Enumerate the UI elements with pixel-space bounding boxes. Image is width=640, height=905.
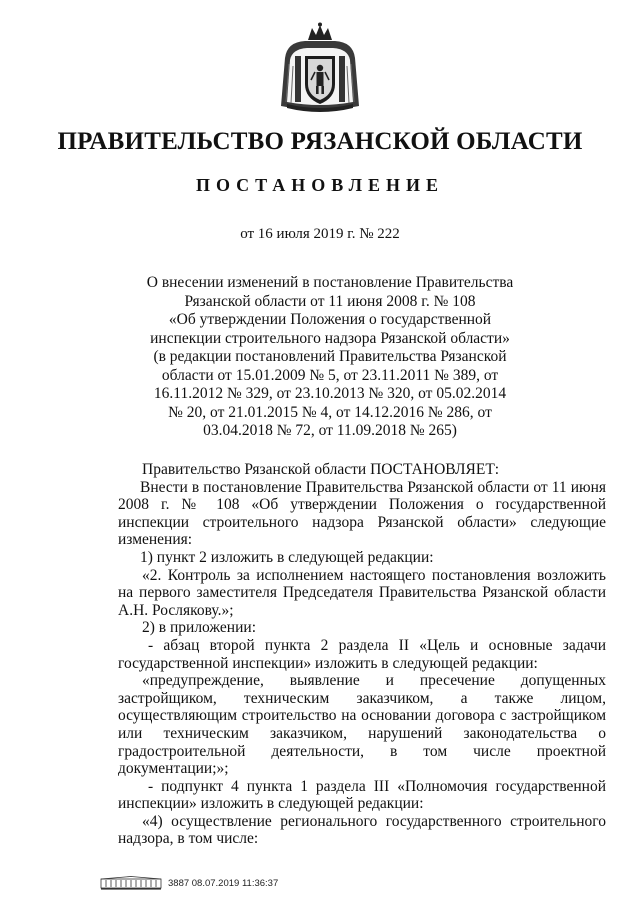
subject-line: инспекции строительного надзора Рязанской области»	[150, 329, 510, 347]
document-subject	[140, 274, 520, 441]
ryazan-coat-of-arms-icon	[277, 22, 363, 114]
subject-line: № 20, от 21.01.2015 № 4, от 14.12.2016 № 286, от	[168, 403, 492, 421]
government-title: ПРАВИТЕЛЬСТВО РЯЗАНСКОЙ ОБЛАСТИ	[57, 128, 583, 155]
body-paragraph-amend: Внести в постановление Правительства Рязанской области от 11 июня 2008 г. № 108 «Об утверждении Положения о государственной инспекции строительного надзора Рязанской области» следующие изменения:	[118, 478, 606, 549]
subject-line: 03.04.2018 № 72, от 11.09.2018 № 265)	[203, 422, 457, 439]
document-type-heading: ПОСТАНОВЛЕНИЕ	[195, 175, 445, 195]
body-paragraph-section2: - абзац второй пункта 2 раздела II «Цель и основные задачи государственной инспекции» изложить в следующей редакции:	[118, 636, 606, 672]
footer-stamp	[100, 876, 278, 890]
subject-line: О внесении изменений в постановление Правительства	[146, 274, 514, 291]
office-building-logo-icon	[100, 876, 162, 890]
subject-line: Рязанской области от 11 июня 2008 г. № 108	[184, 292, 476, 310]
body-paragraph-supervision: «4) осуществление регионального государственного строительного надзора, в том числе:	[118, 812, 606, 848]
body-paragraph-item2: 2) в приложении:	[142, 619, 256, 637]
subject-line: области от 15.01.2009 № 5, от 23.11.2011 № 389, от	[161, 366, 499, 384]
body-paragraph-control: «2. Контроль за исполнением настоящего постановления возложить на первого заместителя Председателя Правительства Рязанской области А.Н. Рослякову.»;	[118, 566, 606, 619]
subject-line: 16.11.2012 № 329, от 23.10.2013 № 320, от 05.02.2014	[153, 385, 507, 402]
body-paragraph-resolves: Правительство Рязанской области ПОСТАНОВЛЯЕТ:	[142, 461, 500, 478]
subject-line: «Об утверждении Положения о государственной	[168, 311, 492, 328]
document-date-number: от 16 июля 2019 г. № 222	[240, 226, 400, 242]
subject-line: (в редакции постановлений Правительства Рязанской	[153, 348, 507, 365]
body-paragraph-item1: 1) пункт 2 изложить в следующей редакции:	[140, 548, 434, 566]
footer-registration-stamp: 3887 08.07.2019 11:36:37	[168, 877, 279, 889]
body-paragraph-section3: - подпункт 4 пункта 1 раздела III «Полномочия государственной инспекции» изложить в следующей редакции:	[118, 777, 606, 813]
body-paragraph-prevention: «предупреждение, выявление и пресечение допущенных застройщиком, техническим заказчиком, а также лицом, осуществляющим строительство на основании договора с застройщиком или техническим заказчиком, нарушений законодательства о градостроительной деятельности, в том числе проектной документации;»;	[118, 672, 606, 778]
document-body	[118, 461, 606, 848]
